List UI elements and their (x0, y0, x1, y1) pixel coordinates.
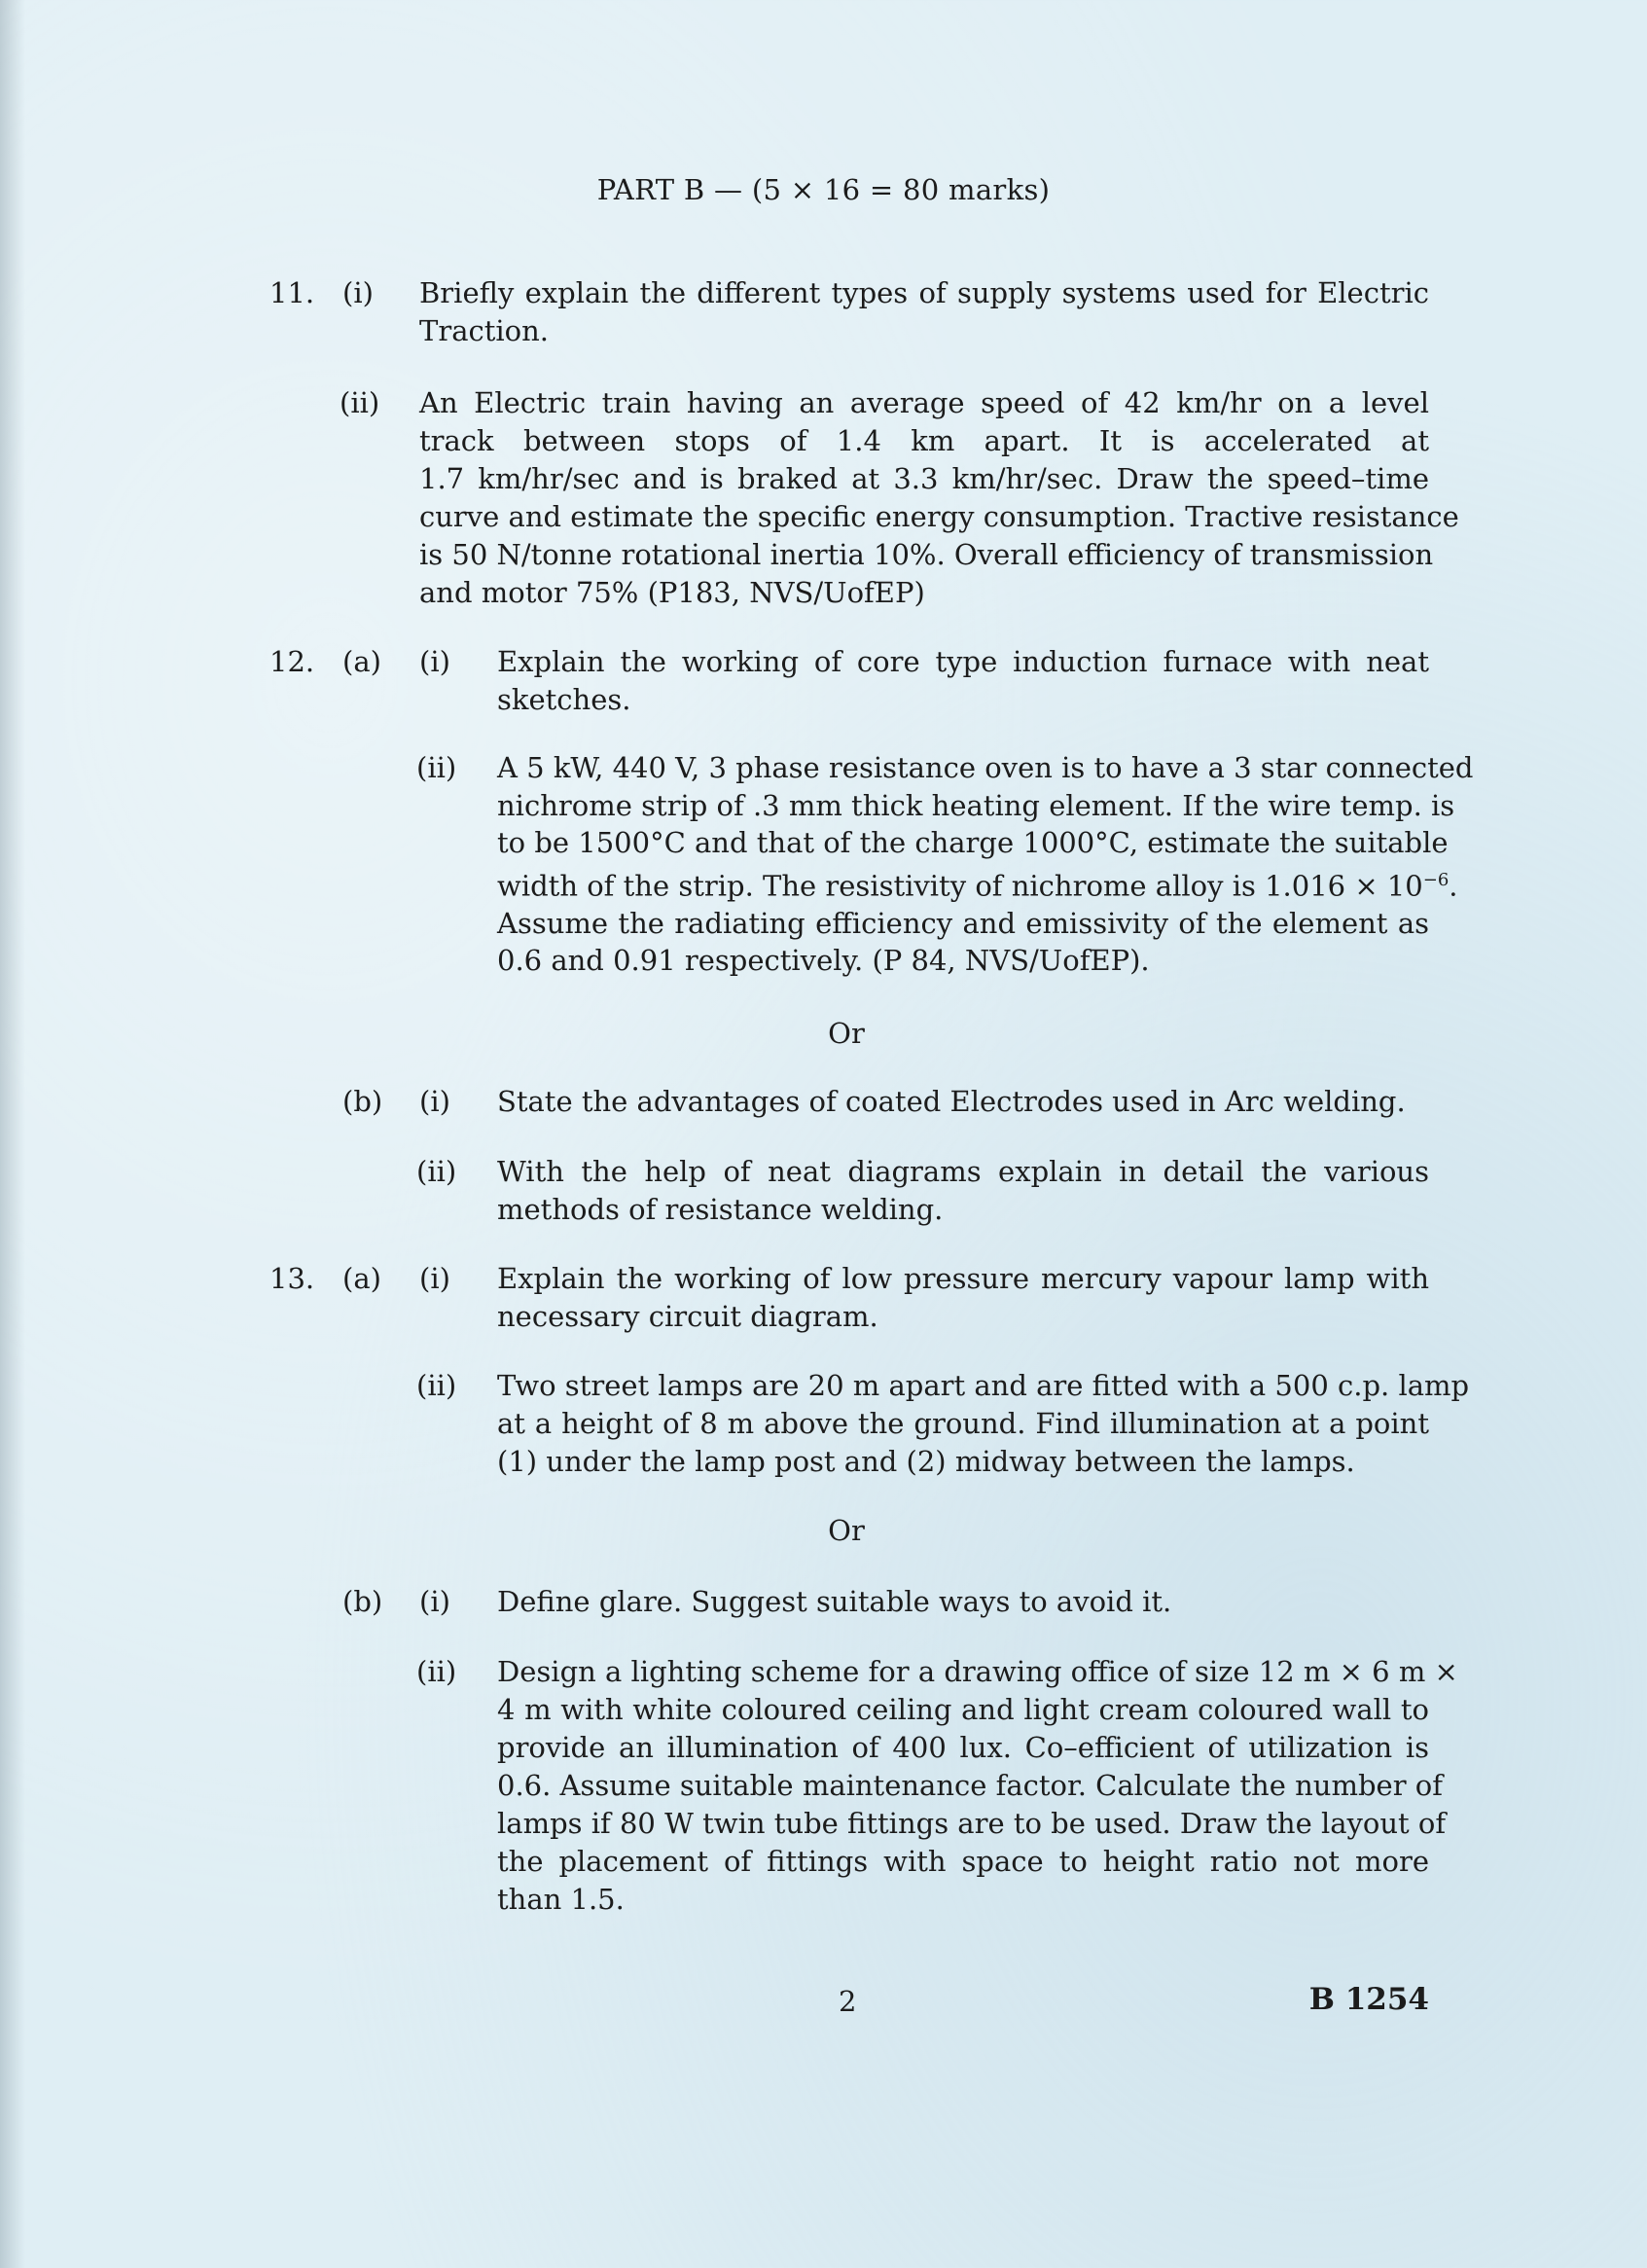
question-text: Explain the working of low pressure mercury vapour lamp with necessary circuit diagram. (497, 1262, 1429, 1333)
or-separator: Or (828, 1514, 865, 1547)
page-number: 2 (839, 1985, 857, 2018)
part-label: (i) (419, 1085, 450, 1118)
part-label: (ii) (416, 1655, 457, 1688)
section-header: PART B — (5 × 16 = 80 marks) (596, 173, 1051, 206)
question-text: With the help of neat diagrams explain in detail the various methods of resistance welding. (497, 1155, 1429, 1226)
or-separator: Or (828, 1017, 865, 1050)
question-text: Briefly explain the different types of supply systems used for Electric Traction. (419, 276, 1429, 347)
paper-code: B 1254 (1308, 1982, 1429, 2017)
question-text: Define glare. Suggest suitable ways to avoid it. (497, 1585, 1172, 1618)
option-label: (a) (342, 1262, 381, 1295)
question-number: 12. (269, 645, 315, 678)
question-number: 13. (269, 1262, 315, 1295)
part-label: (i) (419, 1585, 450, 1618)
page-edge-shadow (0, 0, 25, 2268)
part-label: (ii) (416, 751, 457, 784)
part-label: (ii) (416, 1369, 457, 1402)
question-text: State the advantages of coated Electrodes used in Arc welding. (497, 1085, 1406, 1118)
exponent: −6 (1422, 869, 1450, 890)
question-text: Two street lamps are 20 m apart and are fitted with a 500 c.p. lamp at a height of 8 m above the ground. Find illumination at a point (1) under the lamp post and (2) midway between the lamps. (497, 1369, 1470, 1478)
resistivity-line: width of the strip. The resistivity of nichrome alloy is $1.016 \times 10^{-6}$. (497, 869, 1458, 903)
question-text: Explain the working of core type induction furnace with neat sketches. (497, 645, 1429, 716)
option-label: (b) (342, 1085, 383, 1118)
question-text: An Electric train having an average speed of 42 km/hr on a level track between stops of 1.4 km apart. It is accelerated at 1.7 km/hr/sec and is braked at 3.3 km/hr/sec. Draw the speed–time curve and estimate the specific energy consumption. Tractive resistance is 50 N/tonne rotational inertia 10%. Overall efficiency of transmission and motor 75% (P183, NVS/UofEP) (419, 386, 1459, 609)
question-number: 11. (269, 276, 315, 309)
part-label: (i) (342, 276, 374, 309)
part-label: (i) (419, 645, 450, 678)
part-label: (ii) (340, 386, 380, 419)
part-label: (i) (419, 1262, 450, 1295)
part-label: (ii) (416, 1155, 457, 1188)
option-label: (a) (342, 645, 381, 678)
question-text: Design a lighting scheme for a drawing office of size 12 m × 6 m × 4 m with white coloured ceiling and light cream coloured wall to provide an illumination of 400 lux. Co–efficient of utilization is 0.6. Assume suitable maintenance factor. Calculate the number of lamps if 80 W twin tube fittings are to be used. Draw the layout of the placement of fittings with space to height ratio not more than 1.5. (497, 1655, 1458, 1916)
question-text: A 5 kW, 440 V, 3 phase resistance oven is to have a 3 star connected nichrome strip of .3 mm thick heating element. If the wire temp. is to be 1500°C and that of the charge 1000°C, estimate the suitable width of the strip. The resistivity of nichrome alloy is $1.016 \times 10^{-6}$. Assume the radiating efficiency and emissivity of the element as 0.6 and 0.91 respectively. (P 84, NVS/UofEP). (497, 751, 1474, 978)
option-label: (b) (342, 1585, 383, 1618)
